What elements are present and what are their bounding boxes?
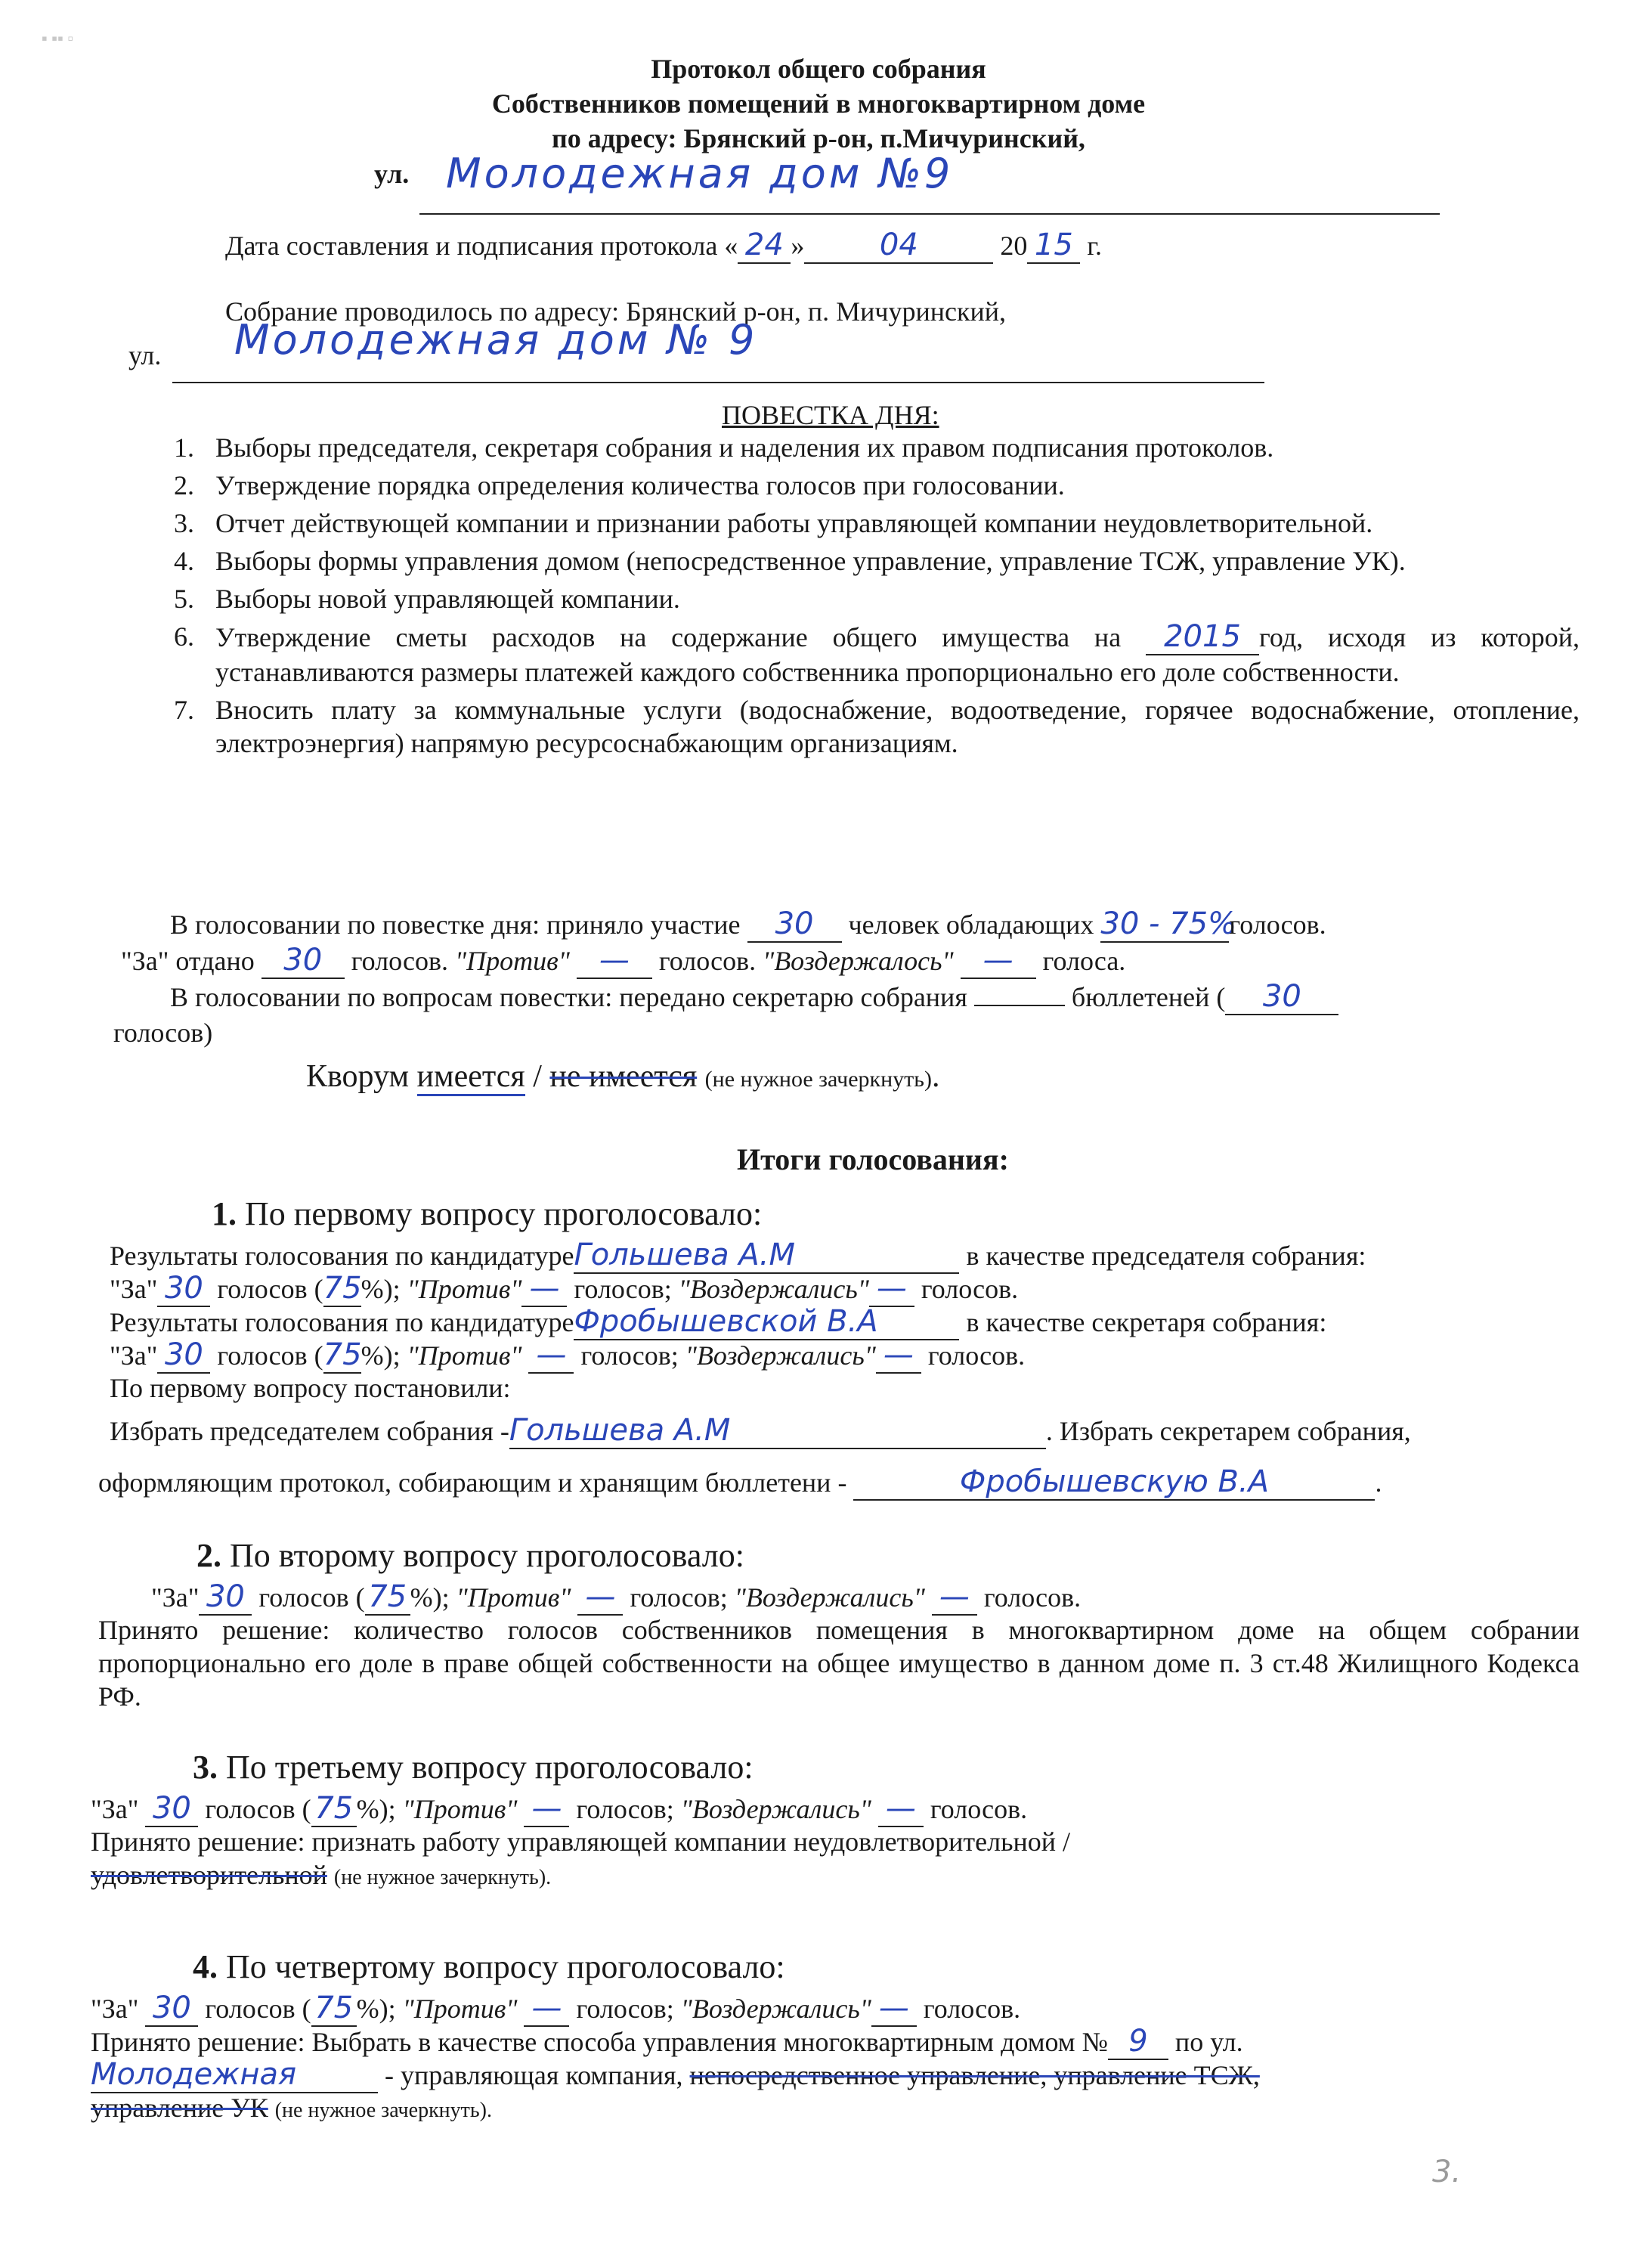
street-handwritten: Молодежная дом №9 <box>446 150 954 197</box>
q3-votes: "За" 30 голосов ( 75 %); "Против" — голосов; "Воздержались" — голосов. <box>91 1791 1028 1826</box>
q2-votes: "За" 30 голосов ( 75 %); "Против" — голосов; "Воздержались" — голосов. <box>151 1579 1082 1614</box>
agenda-item: 3. Отчет действующей компании и признании работы управляющей компании неудовлетворительной. <box>174 508 1373 538</box>
q1-chair-votes: "За" 30 голосов (75%); "Против" — голосов; "Воздержались" — голосов. <box>110 1271 1019 1306</box>
agenda-item: 1. Выборы председателя, секретаря собрания и наделения их правом подписания протоколов. <box>174 432 1274 463</box>
agenda-item: 7. Вносить плату за коммунальные услуги (водоснабжение, водоотведение, горячее водоснабжение, отопление, электроэнергия) напрямую ресурсоснабжающим организациям. <box>174 695 1580 758</box>
agenda-item: 4. Выборы формы управления домом (непосредственное управление, управление ТСЖ, управление УК). <box>174 546 1406 576</box>
participation-line-1: В голосовании по повестке дня: приняло участие 30 человек обладающих 30 - 75%голосов. <box>170 906 1326 941</box>
protocol-date: Дата составления и подписания протокола « 24 » 04 20 15 г. <box>225 228 1103 262</box>
participation-line-3: В голосовании по вопросам повестки: передано секретарю собрания бюллетеней ( 30 <box>170 980 1338 1015</box>
q1-secretary-votes: "За" 30 голосов (75%); "Против" — голосов; "Воздержались" — голосов. <box>110 1337 1026 1372</box>
page-number: 3. <box>1432 2155 1462 2189</box>
q1-heading: 1. По первому вопросу проголосовало: <box>212 1195 763 1232</box>
q1-decided: По первому вопросу постановили: <box>110 1373 511 1403</box>
meeting-place: Собрание проводилось по адресу: Брянский р-он, п. Мичуринский, <box>225 296 1007 327</box>
q1-elect-secretary: оформляющим протокол, собирающим и хранящим бюллетени - Фробышевскую В.А . <box>98 1464 1382 1499</box>
q4-decision: Принято решение: Выбрать в качестве способа управления многоквартирным домом № 9 по ул. <box>91 2024 1243 2059</box>
participation-line-4: голосов) <box>113 1018 213 1048</box>
agenda-title: ПОВЕСТКА ДНЯ: <box>722 400 939 430</box>
results-title: Итоги голосования: <box>737 1142 1009 1176</box>
q1-candidate-secretary: Результаты голосования по кандидатуреФробышевской В.А в качестве секретаря собрания: <box>110 1304 1327 1339</box>
q3-heading: 3. По третьему вопросу проголосовало: <box>193 1749 754 1786</box>
q4-heading: 4. По четвертому вопросу проголосовало: <box>193 1948 785 1985</box>
q1-candidate-chair: Результаты голосования по кандидатуреГольшева А.М в качестве председателя собрания: <box>110 1238 1366 1272</box>
q3-decision: Принято решение: признать работу управляющей компании неудовлетворительной / <box>91 1826 1071 1857</box>
title-line-3: по адресу: Брянский р-он, п.Мичуринский, <box>552 123 1085 153</box>
q2-heading: 2. По второму вопросу проголосовало: <box>197 1537 744 1574</box>
participation-line-2: "За" отдано 30 голосов. "Против" — голосов. "Воздержалось" — голоса. <box>121 943 1126 978</box>
meeting-street-handwritten: Молодежная дом № 9 <box>234 316 758 364</box>
q2-decision: Принято решение: количество голосов собственников помещения в многоквартирном доме на общем собрании пропорционально его доле в праве общей собственности на общее имущество в данном доме п. 3 ст.48 Жилищного Кодекса РФ. <box>98 1615 1580 1712</box>
meeting-street-label: ул. <box>128 340 162 370</box>
quorum-line: Кворум имеется / не имеется (не нужное зачеркнуть). <box>306 1058 939 1095</box>
q4-decision-2: Молодежная - управляющая компания, непосредственное управление, управление ТСЖ, <box>91 2057 1260 2092</box>
title-line-1: Протокол общего собрания <box>651 54 986 84</box>
title-line-2: Собственников помещений в многоквартирном доме <box>491 88 1146 119</box>
agenda-list <box>155 431 1580 764</box>
agenda-item: 2. Утверждение порядка определения количества голосов при голосовании. <box>174 470 1065 500</box>
q1-elect-chair: Избрать председателем собрания -Гольшева А.М . Избрать секретарем собрания, <box>110 1413 1411 1448</box>
agenda-item: 6. Утверждение сметы расходов на содержание общего имущества на 2015 год, исходя из которой, устанавливаются размеры платежей каждого собственника пропорционально его доле собственности. <box>174 619 1580 687</box>
scan-artifact: ▪ ▪▪ ▫ <box>42 29 74 48</box>
q4-note: управление УК (не нужное зачеркнуть). <box>91 2093 492 2123</box>
street-label: ул. <box>374 159 410 189</box>
agenda-item: 5. Выборы новой управляющей компании. <box>174 584 680 614</box>
q3-note: удовлетворительной (не нужное зачеркнуть). <box>91 1860 552 1890</box>
q4-votes: "За" 30 голосов ( 75 %); "Против" — голосов; "Воздержались" — голосов. <box>91 1991 1021 2025</box>
